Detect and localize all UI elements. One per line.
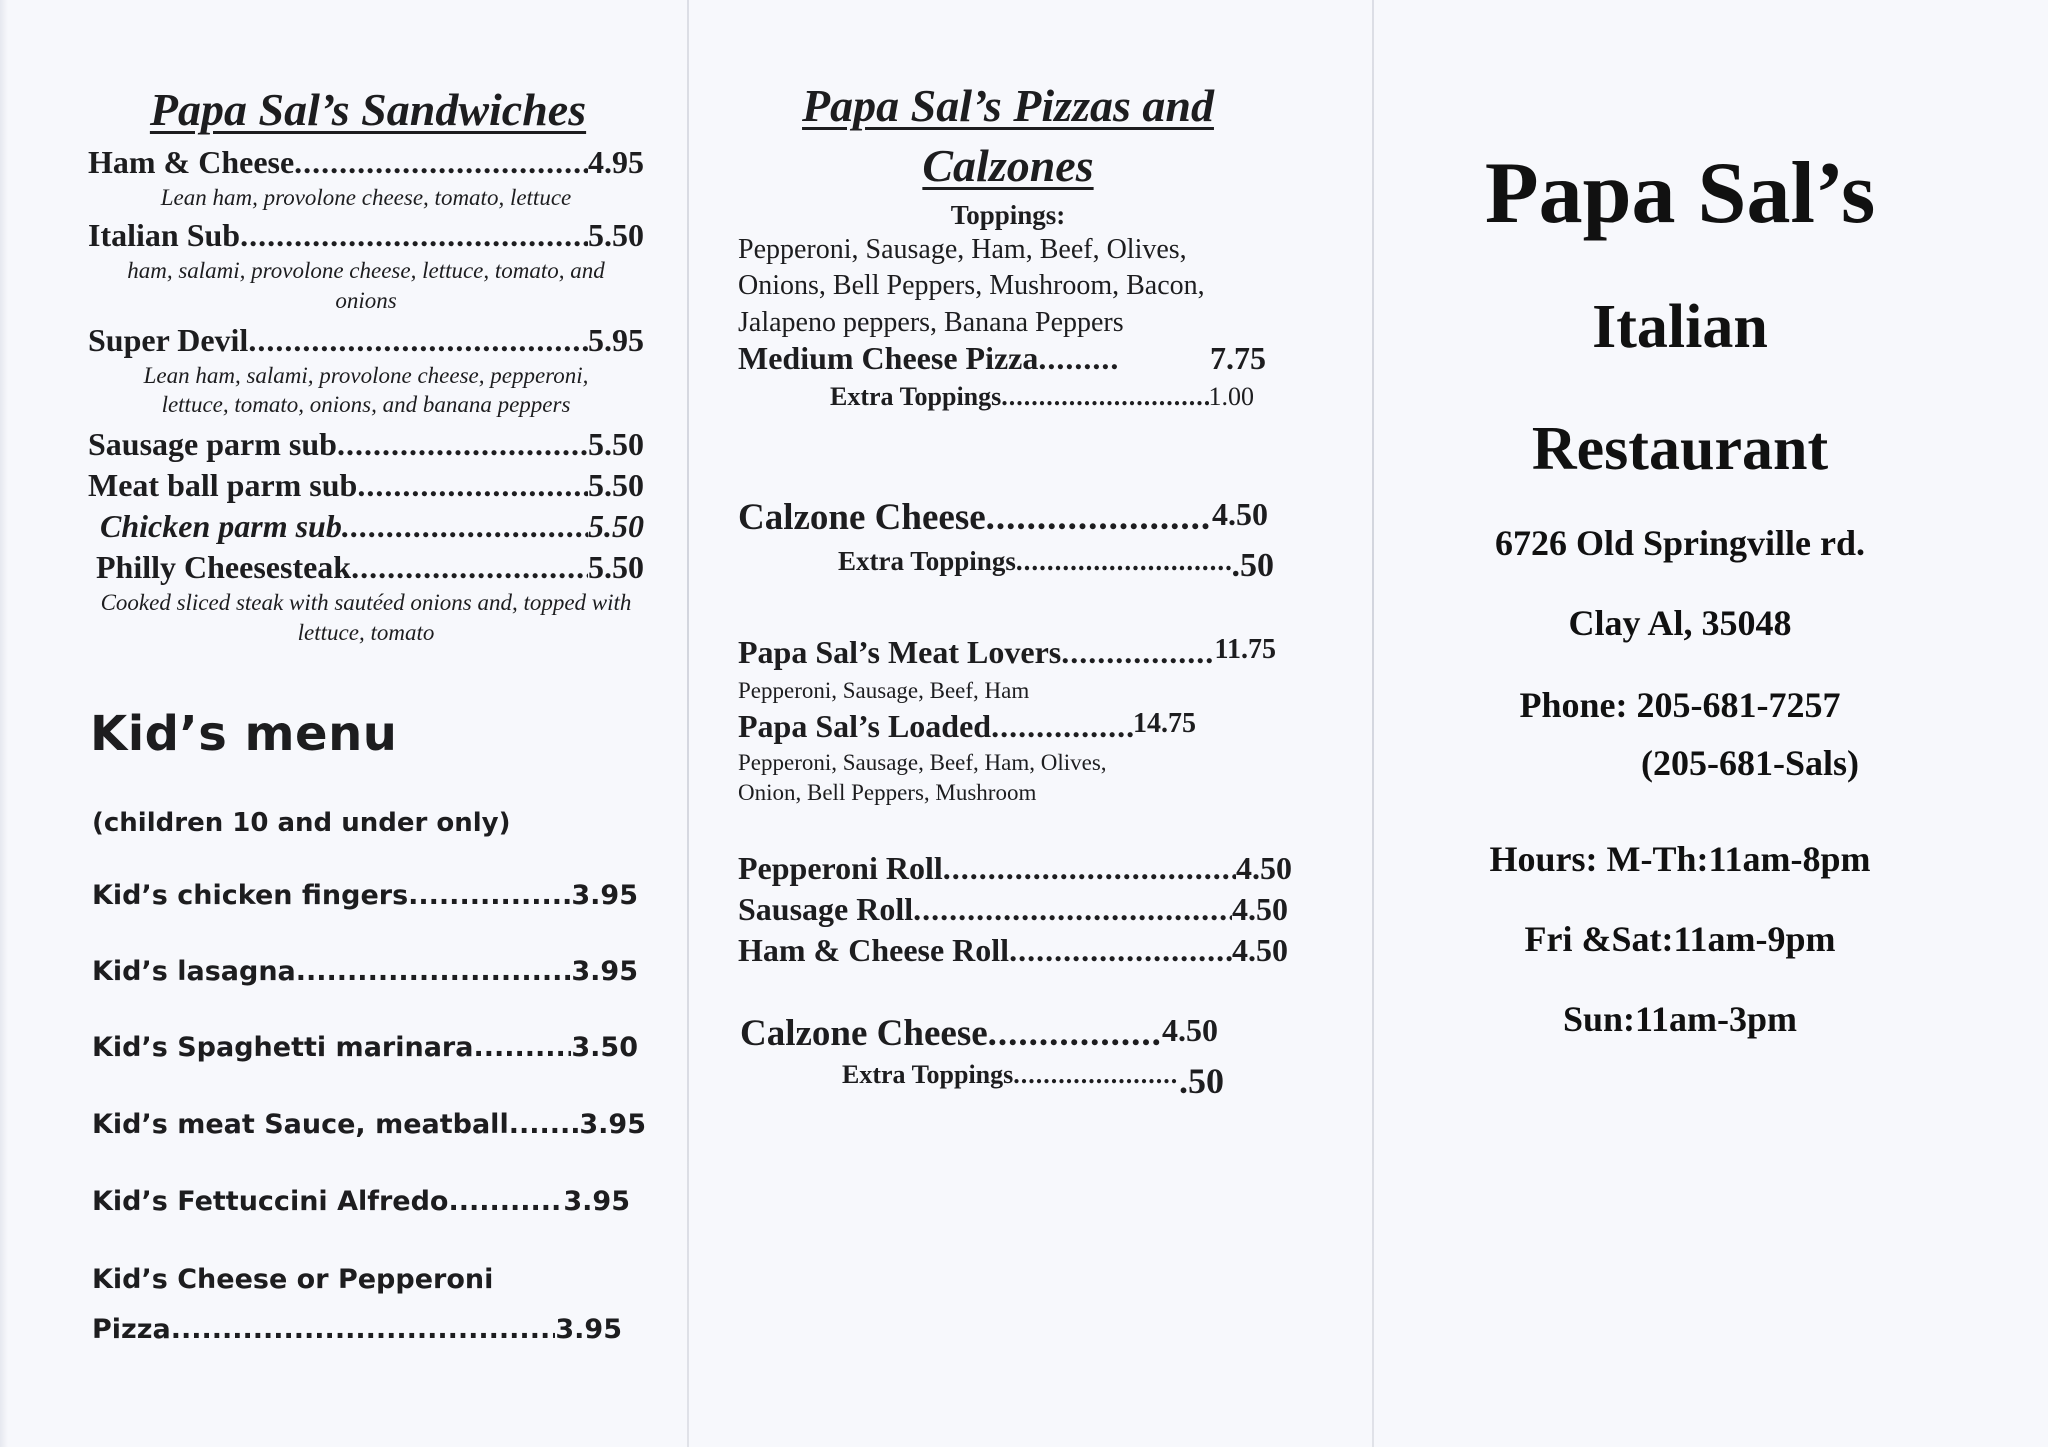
paper-edge xyxy=(0,0,8,1447)
leader-dots xyxy=(408,880,571,912)
item-price: 5.50 xyxy=(588,549,644,586)
leader-dots xyxy=(248,320,588,361)
item-price: 3.95 xyxy=(571,880,638,911)
kids-menu-item xyxy=(92,1032,638,1064)
phone-alt: (205-681-Sals) xyxy=(1641,743,1859,783)
item-price: 4.50 xyxy=(1232,931,1288,968)
item-price: 14.75 xyxy=(1133,708,1196,739)
leader-dots xyxy=(988,1010,1162,1057)
item-price: 5.50 xyxy=(588,426,644,463)
item-price: 4.50 xyxy=(1212,496,1268,532)
item-name: Chicken parm sub xyxy=(100,508,342,545)
leader-dots xyxy=(1001,380,1208,413)
menu-item xyxy=(842,1058,1224,1104)
sandwiches-title: Papa Sal’s Sandwiches xyxy=(149,84,587,135)
restaurant-subtitle: Italian xyxy=(1592,293,1768,361)
pizzas-title-line2: Calzones xyxy=(922,140,1094,191)
kids-menu-item xyxy=(92,1109,646,1141)
leader-dots xyxy=(240,215,588,256)
toppings-list: Pepperoni, Sausage, Ham, Beef, Olives, Onions, Bell Peppers, Mushroom, Bacon, Jalapeno peppers, Banana Peppers xyxy=(738,234,1205,338)
leader-dots xyxy=(448,1186,563,1218)
item-name: Kid’s Fettuccini Alfredo xyxy=(92,1186,449,1217)
item-description: Cooked sliced steak with sautéed onions and, topped with lettuce, tomato xyxy=(100,590,632,646)
item-name: Kid’s meat Sauce, meatball xyxy=(92,1109,509,1140)
restaurant-subtitle-2: Restaurant xyxy=(1531,415,1829,483)
item-name: Extra Toppings xyxy=(838,546,1016,576)
item-description: Lean ham, salami, provolone cheese, pepperoni, lettuce, tomato, onions, and banana peppers xyxy=(143,362,589,418)
item-price: 5.95 xyxy=(588,321,644,358)
menu-item xyxy=(738,494,1268,541)
restaurant-name: Papa Sal’s xyxy=(1484,145,1876,242)
pizzas-title: Papa Sal’s Pizzas and xyxy=(802,80,1214,131)
rolls-list xyxy=(738,848,1298,971)
item-name: Pepperoni Roll xyxy=(738,850,943,886)
menu-item xyxy=(738,848,1292,889)
item-price: 11.75 xyxy=(1214,634,1276,665)
hours-sunday: Sun:11am-3pm xyxy=(1562,999,1798,1039)
item-price: 4.50 xyxy=(1236,850,1292,886)
item-price: 4.95 xyxy=(588,144,644,180)
menu-item xyxy=(88,465,644,506)
kids-menu-item-label xyxy=(92,1264,638,1296)
kids-menu-item xyxy=(92,1186,630,1218)
leader-dots xyxy=(509,1109,580,1141)
fold-line-left xyxy=(687,0,689,1447)
leader-dots xyxy=(351,547,588,588)
menu-item xyxy=(88,547,644,588)
item-name: Sausage Roll xyxy=(738,890,914,927)
item-description: Pepperoni, Sausage, Beef, Ham, Olives, xyxy=(738,750,1107,775)
menu-item xyxy=(88,424,644,465)
kids-menu-item xyxy=(92,956,638,988)
item-name: Sausage parm sub xyxy=(88,426,337,463)
item-name: Calzone Cheese xyxy=(740,1013,988,1054)
item-name: Kid’s Cheese or Pepperoni xyxy=(92,1264,494,1295)
leader-dots xyxy=(913,889,1232,930)
item-price: 5.50 xyxy=(588,467,644,504)
toppings-label: Toppings: xyxy=(950,200,1066,230)
item-name: Kid’s Spaghetti marinara xyxy=(92,1032,474,1063)
menu-item xyxy=(738,338,1266,379)
item-name: Extra Toppings xyxy=(830,382,1002,411)
item-name: Kid’s lasagna xyxy=(92,956,296,987)
leader-dots xyxy=(296,956,572,988)
item-price: 5.50 xyxy=(588,216,644,253)
item-name: Pizza xyxy=(92,1314,171,1345)
menu-item xyxy=(838,544,1274,588)
menu-item xyxy=(740,1010,1218,1057)
menu-item xyxy=(738,706,1196,747)
leader-dots xyxy=(294,142,588,183)
leader-dots xyxy=(1013,1058,1179,1104)
kids-menu-item xyxy=(92,880,638,912)
item-price: 3.95 xyxy=(555,1314,622,1345)
item-name: Super Devil xyxy=(88,321,249,358)
kids-menu-note: (children 10 and under only) xyxy=(92,808,511,838)
phone-number: Phone: 205-681-7257 xyxy=(1519,685,1841,725)
menu-item xyxy=(738,889,1288,930)
address-street: 6726 Old Springville rd. xyxy=(1494,523,1866,563)
item-name: Ham & Cheese xyxy=(88,144,295,180)
item-description: ham, salami, provolone cheese, lettuce, tomato, and onions xyxy=(127,257,605,313)
menu-item xyxy=(88,320,644,361)
item-price: 1.00 xyxy=(1208,382,1254,411)
leader-dots xyxy=(473,1032,571,1064)
item-price: 3.95 xyxy=(579,1109,646,1140)
menu-item xyxy=(88,142,644,183)
leader-dots xyxy=(171,1314,556,1346)
address-city: Clay Al, 35048 xyxy=(1568,603,1792,643)
item-name: Philly Cheesesteak xyxy=(96,549,352,586)
item-price: 3.95 xyxy=(571,956,638,987)
kids-menu-title: Kid’s menu xyxy=(90,706,398,762)
item-description: Onion, Bell Peppers, Mushroom xyxy=(738,780,1037,805)
leader-dots xyxy=(943,848,1236,889)
leader-dots xyxy=(337,424,588,465)
kids-menu-item xyxy=(92,1314,622,1346)
menu-item xyxy=(88,215,644,256)
hours-weekday: Hours: M-Th:11am-8pm xyxy=(1489,839,1871,879)
item-price: 4.50 xyxy=(1232,890,1288,927)
menu-item xyxy=(738,632,1276,673)
leader-dots xyxy=(991,706,1133,747)
item-price: 4.50 xyxy=(1162,1012,1218,1048)
item-name: Calzone Cheese xyxy=(738,497,986,538)
item-name: Extra Toppings xyxy=(842,1060,1014,1089)
fold-line-right xyxy=(1372,0,1374,1447)
item-price: 3.50 xyxy=(571,1032,638,1063)
item-price: 3.95 xyxy=(563,1186,630,1217)
leader-dots xyxy=(1009,930,1232,971)
item-price: .50 xyxy=(1179,1061,1224,1101)
item-name: Papa Sal’s Meat Lovers xyxy=(738,634,1062,670)
item-name: Medium Cheese Pizza xyxy=(738,340,1039,376)
menu-item xyxy=(830,380,1254,413)
item-price: .50 xyxy=(1231,547,1274,584)
leader-dots xyxy=(1038,338,1118,379)
leader-dots xyxy=(986,494,1212,541)
leader-dots xyxy=(357,465,588,506)
leader-dots xyxy=(1016,544,1232,588)
item-name: Papa Sal’s Loaded xyxy=(738,708,992,744)
item-name: Italian Sub xyxy=(88,216,241,253)
menu-item xyxy=(88,506,644,547)
item-description: Pepperoni, Sausage, Beef, Ham xyxy=(738,678,1030,703)
item-name: Kid’s chicken fingers xyxy=(92,880,409,911)
item-price: 5.50 xyxy=(588,508,644,545)
menu-item xyxy=(738,930,1288,971)
sandwich-list xyxy=(88,142,644,650)
leader-dots xyxy=(342,506,588,547)
item-price: 7.75 xyxy=(1210,340,1266,376)
hours-fri-sat: Fri &Sat:11am-9pm xyxy=(1524,919,1836,959)
item-name: Meat ball parm sub xyxy=(88,467,358,504)
item-name: Ham & Cheese Roll xyxy=(738,931,1010,968)
leader-dots xyxy=(1061,632,1214,673)
item-description: Lean ham, provolone cheese, tomato, lettuce xyxy=(160,184,572,210)
